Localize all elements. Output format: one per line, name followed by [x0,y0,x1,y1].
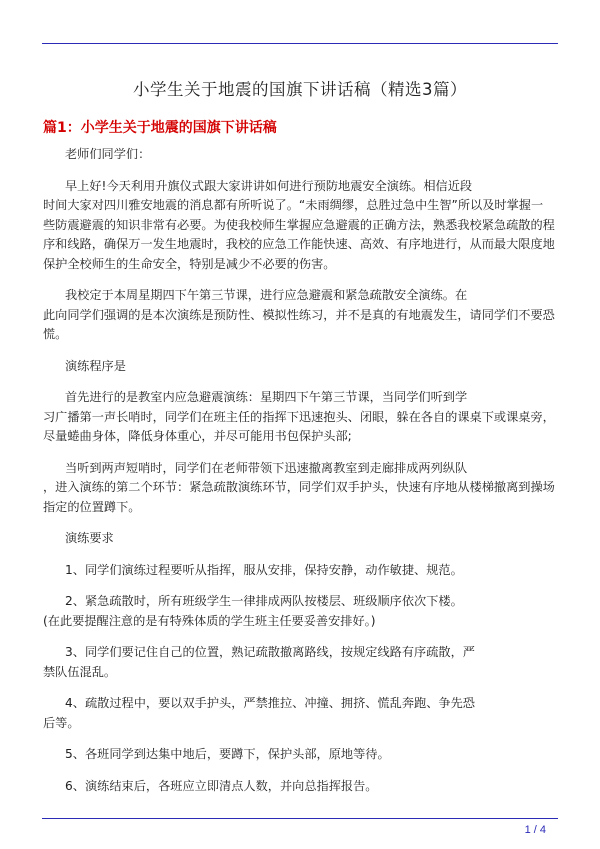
subheading-procedure: 演练程序是 [65,358,126,373]
list-item-continuation: (在此要提醒注意的是有特殊体质的学生班主任要妥善安排好。) [43,613,376,628]
list-item: 2、紧急疏散时，所有班级学生一律排成两队按楼层、班级顺序依次下楼。 [65,594,463,608]
paragraph-line: 首先进行的是教室内应急避震演练：星期四下午第三节课，当同学们听到学 [65,390,468,404]
paragraph-greeting: 老师们同学们： [65,147,151,161]
document-body [43,145,561,796]
paragraph-line: 些防震避震的知识非常有必要。为使我校师生掌握应急避震的正确方法，熟悉我校紧急疏散的程 [43,217,555,232]
paragraph-line: 我校定于本周星期四下午第三节课，进行应急避震和紧急疏散安全演练。在 [65,288,468,302]
paragraph-line: 习广播第一声长哨时，同学们在班主任的指挥下迅速抱头、闭眼，躲在各自的课桌下或课桌旁， [43,409,555,424]
list-item-continuation: 禁队伍混乱。 [43,664,117,679]
list-item-continuation: 后等。 [43,715,80,730]
list-item: 3、同学们要记住自己的位置，熟记疏散撤离路线，按规定线路有序疏散，严 [65,645,475,659]
paragraph-line: 指定的位置蹲下。 [43,499,141,514]
paragraph-line: 序和线路，确保万一发生地震时，我校的应急工作能快速、高效、有序地进行，从而最大限度地 [43,237,555,251]
section-heading: 篇1：小学生关于地震的国旗下讲话稿 [43,120,277,136]
paragraph-line: 此向同学们强调的是本次演练是预防性、模拟性练习，并不是真的有地震发生，请同学们不要恐 [43,307,555,322]
paragraph-line: 早上好!今天利用升旗仪式跟大家讲讲如何进行预防地震安全演练。相信近段 [65,178,473,193]
subheading-requirements: 演练要求 [65,531,114,545]
paragraph-line: ，进入演练的第二个环节：紧急疏散演练环节，同学们双手护头，快速有序地从楼梯撤离到操场 [43,480,555,494]
list-item: 6、演练结束后，各班应立即清点人数，并向总指挥报告。 [65,778,378,793]
list-item: 5、各班同学到达集中地后，要蹲下，保护头部，原地等待。 [65,747,390,761]
paragraph-line: 尽量蜷曲身体，降低身体重心，并尽可能用书包保护头部; [43,429,352,443]
page-number: 1 / 4 [524,824,546,836]
document-title: 小学生关于地震的国旗下讲话稿（精选3篇） [133,80,467,99]
paragraph-line: 慌。 [43,327,68,341]
list-item: 1、同学们演练过程要听从指挥，服从安排，保持安静，动作敏捷、规范。 [65,562,463,577]
header-rule [42,43,558,44]
list-item: 4、疏散过程中，要以双手护头，严禁推拉、冲撞、拥挤、慌乱奔跑、争先恐 [65,696,475,710]
footer-rule [42,818,558,819]
paragraph-line: 保护全校师生的生命安全，特别是减少不必要的伤害。 [43,256,336,271]
paragraph-line: 时间大家对四川雅安地震的消息都有所听说了。“未雨绸缪，总胜过急中生智”所以及时掌握一 [43,198,544,212]
paragraph-line: 当听到两声短哨时，同学们在老师带领下迅速撤离教室到走廊排成两列纵队 [65,460,468,475]
